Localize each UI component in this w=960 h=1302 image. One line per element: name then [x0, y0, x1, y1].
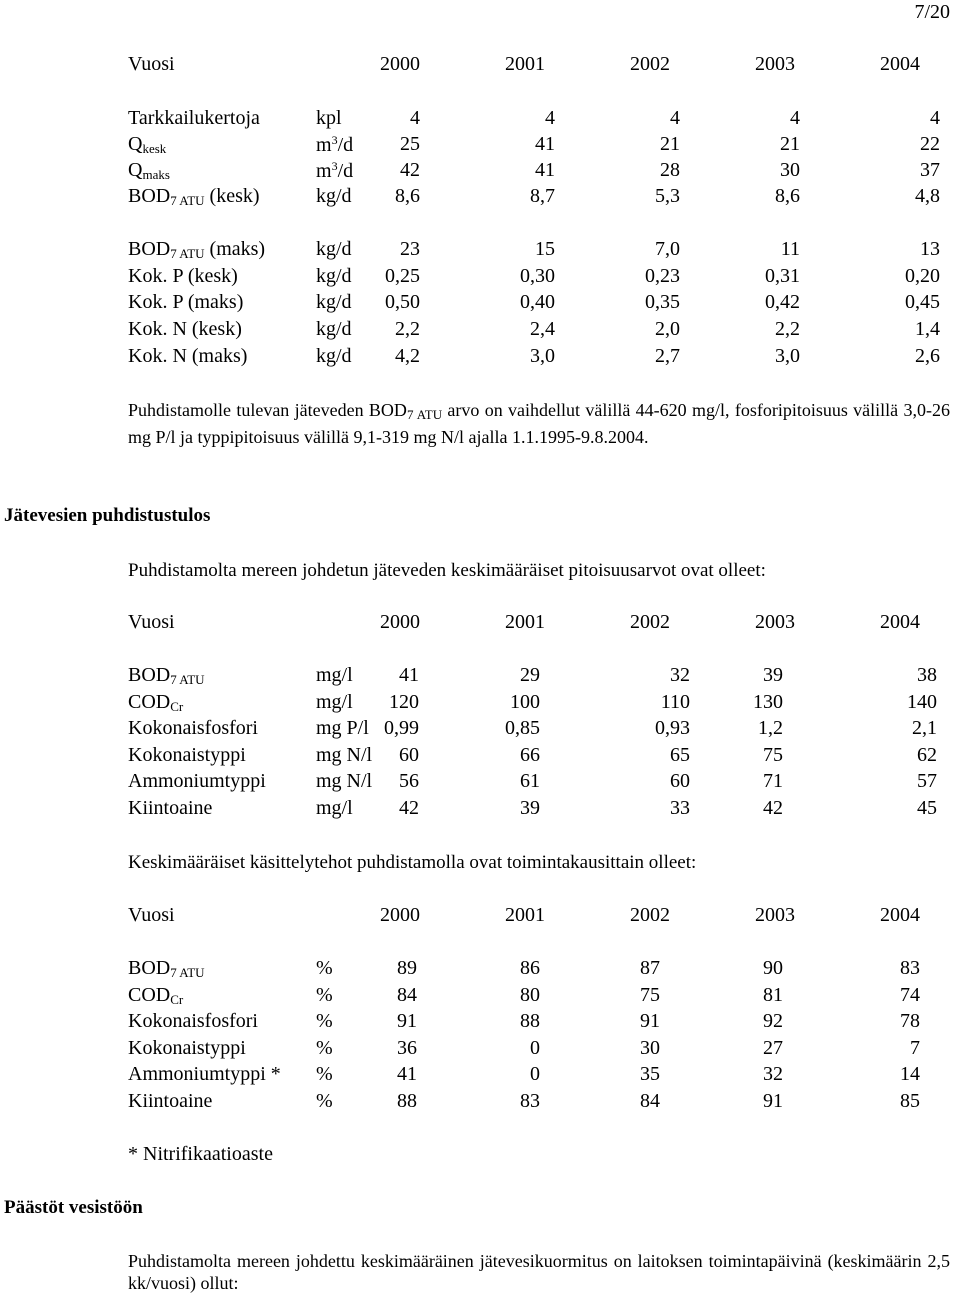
- table-header-year: 2002: [630, 53, 670, 75]
- row-unit: %: [316, 957, 333, 979]
- table-cell: 29: [520, 664, 540, 686]
- row-label-text: BOD: [128, 664, 171, 686]
- row-unit-text: m: [316, 160, 332, 182]
- row-label: [128, 771, 266, 791]
- row-unit-text: kg/d: [316, 265, 352, 287]
- table-header-year: 2003: [755, 611, 795, 633]
- table-cell: 2,2: [775, 318, 800, 340]
- row-label: [128, 319, 242, 339]
- table-cell: 84: [397, 984, 417, 1006]
- table-cell: 86: [520, 957, 540, 979]
- table-cell: 56: [399, 770, 419, 792]
- table-cell: 42: [400, 159, 420, 181]
- row-unit: mg/l: [316, 797, 353, 819]
- row-label-text: Kiintoaine: [128, 1090, 213, 1112]
- table-cell: 4: [670, 107, 680, 129]
- table-cell: 2,2: [395, 318, 420, 340]
- table-cell: 32: [670, 664, 690, 686]
- footnote: * Nitrifikaatioaste: [128, 1143, 273, 1165]
- row-label: [128, 160, 170, 181]
- row-label-suffix: (kesk): [204, 185, 260, 207]
- row-unit: %: [316, 1090, 333, 1112]
- table-cell: 3,0: [775, 345, 800, 367]
- row-label: [128, 665, 205, 686]
- table-cell: 5,3: [655, 185, 680, 207]
- row-label-text: Kok. N (kesk): [128, 318, 242, 340]
- row-unit-text: kg/d: [316, 318, 352, 340]
- table-header-year: 2001: [505, 611, 545, 633]
- row-unit: [316, 319, 352, 339]
- row-unit: mg N/l: [316, 770, 373, 792]
- row-unit-text: m: [316, 134, 332, 156]
- table-cell: 30: [780, 159, 800, 181]
- table-cell: 8,6: [775, 185, 800, 207]
- section-heading-puhdistustulos: Jätevesien puhdistustulos: [4, 505, 211, 526]
- table-cell: 88: [397, 1090, 417, 1112]
- row-label-text: Kok. N (maks): [128, 345, 248, 367]
- row-label: [128, 798, 212, 818]
- row-unit: mg/l: [316, 664, 353, 686]
- table-cell: 91: [763, 1090, 783, 1112]
- paragraph-load-intro: Puhdistamolta mereen johdettu keskimääräinen jätevesikuormitus on laitoksen toimintapäivinä (keskimäärin 2,5 kk/vuosi) ollut:: [128, 1251, 950, 1293]
- row-unit-text: kg/d: [316, 185, 352, 207]
- row-unit: [316, 266, 352, 286]
- table-cell: 83: [520, 1090, 540, 1112]
- table-cell: 2,7: [655, 345, 680, 367]
- table-cell: 4: [930, 107, 940, 129]
- row-label: [128, 1038, 246, 1058]
- table-cell: 62: [917, 744, 937, 766]
- table-cell: 60: [670, 770, 690, 792]
- row-label-text: Kokonaistyppi: [128, 1037, 246, 1059]
- table-cell: 90: [763, 957, 783, 979]
- table-cell: 28: [660, 159, 680, 181]
- row-label: [128, 239, 265, 260]
- table-header-year: 2002: [630, 611, 670, 633]
- table-cell: 140: [907, 691, 937, 713]
- table-cell: 30: [640, 1037, 660, 1059]
- table-cell: 0,40: [520, 291, 555, 313]
- table-header-year: 2003: [755, 53, 795, 75]
- row-label: [128, 958, 205, 979]
- row-label: [128, 108, 260, 128]
- table-cell: 39: [520, 797, 540, 819]
- table-cell: 130: [753, 691, 783, 713]
- table-cell: 41: [535, 159, 555, 181]
- row-label-text: Q: [128, 133, 143, 155]
- paragraph-concentrations-intro: Puhdistamolta mereen johdetun jäteveden keskimääräiset pitoisuusarvot ovat olleet:: [128, 560, 766, 581]
- table-cell: 21: [780, 133, 800, 155]
- table-cell: 84: [640, 1090, 660, 1112]
- row-label: [128, 134, 166, 155]
- table-cell: 4: [790, 107, 800, 129]
- table-cell: 85: [900, 1090, 920, 1112]
- table-cell: 0,23: [645, 265, 680, 287]
- row-unit-text: /d: [337, 160, 354, 182]
- table-cell: 92: [763, 1010, 783, 1032]
- table-header-year: 2000: [380, 904, 420, 926]
- row-label-text: BOD: [128, 957, 171, 979]
- row-label-text: Ammoniumtyppi *: [128, 1063, 281, 1085]
- row-label-text: Q: [128, 159, 143, 181]
- table-cell: 89: [397, 957, 417, 979]
- paragraph-influent-info: [128, 399, 950, 448]
- table-cell: 23: [400, 238, 420, 260]
- row-unit-superscript: 3: [331, 133, 338, 147]
- table-cell: 39: [763, 664, 783, 686]
- table-cell: 35: [640, 1063, 660, 1085]
- row-label: [128, 692, 183, 713]
- table-header-year: 2001: [505, 904, 545, 926]
- table-cell: 0,20: [905, 265, 940, 287]
- row-unit: [316, 134, 353, 155]
- table-cell: 80: [520, 984, 540, 1006]
- table-cell: 41: [397, 1063, 417, 1085]
- row-unit-text: kg/d: [316, 238, 352, 260]
- row-unit-superscript: 3: [331, 159, 338, 173]
- table-cell: 36: [397, 1037, 417, 1059]
- table-cell: 2,6: [915, 345, 940, 367]
- table-cell: 0,42: [765, 291, 800, 313]
- row-label-subscript: 7 ATU: [170, 193, 205, 208]
- table-header-year: 2004: [880, 53, 920, 75]
- row-label-subscript: 7 ATU: [170, 672, 205, 687]
- table-cell: 0,30: [520, 265, 555, 287]
- row-label: [128, 346, 247, 366]
- table-cell: 83: [900, 957, 920, 979]
- row-label: [128, 745, 246, 765]
- table-cell: 11: [780, 238, 800, 260]
- table-cell: 37: [920, 159, 940, 181]
- table-header-year: 2004: [880, 904, 920, 926]
- row-label: [128, 985, 183, 1006]
- paragraph-efficiency-intro: Keskimääräiset käsittelytehot puhdistamolla ovat toimintakausittain olleet:: [128, 852, 697, 873]
- row-unit: mg/l: [316, 691, 353, 713]
- table-cell: 14: [900, 1063, 920, 1085]
- row-unit-text: kg/d: [316, 291, 352, 313]
- row-label: [128, 1064, 281, 1084]
- row-label-text: Kokonaisfosfori: [128, 1010, 258, 1032]
- table-cell: 0,35: [645, 291, 680, 313]
- table-cell: 0,93: [655, 717, 690, 739]
- row-label-subscript: Cr: [170, 992, 184, 1007]
- table-cell: 27: [763, 1037, 783, 1059]
- table-cell: 2,0: [655, 318, 680, 340]
- table-cell: 0,31: [765, 265, 800, 287]
- paragraph-subscript: 7 ATU: [406, 407, 443, 422]
- table-cell: 0,85: [505, 717, 540, 739]
- table-cell: 13: [920, 238, 940, 260]
- row-label: [128, 186, 260, 207]
- table-cell: 41: [399, 664, 419, 686]
- table-cell: 38: [917, 664, 937, 686]
- table-cell: 88: [520, 1010, 540, 1032]
- table-cell: 81: [763, 984, 783, 1006]
- table-cell: 75: [763, 744, 783, 766]
- table-cell: 1,4: [915, 318, 940, 340]
- row-unit: [316, 186, 352, 206]
- row-unit-text: /d: [337, 134, 354, 156]
- row-label-subscript: kesk: [142, 141, 167, 156]
- table-cell: 0,50: [385, 291, 420, 313]
- row-label-text: COD: [128, 984, 171, 1006]
- table-cell: 3,0: [530, 345, 555, 367]
- page-number: 7/20: [914, 1, 950, 23]
- table-cell: 25: [400, 133, 420, 155]
- row-unit: [316, 292, 352, 312]
- table-cell: 74: [900, 984, 920, 1006]
- table-cell: 4,2: [395, 345, 420, 367]
- row-label-suffix: (maks): [204, 238, 266, 260]
- table-cell: 60: [399, 744, 419, 766]
- table-cell: 78: [900, 1010, 920, 1032]
- row-label-subscript: maks: [142, 167, 170, 182]
- row-label-text: COD: [128, 691, 171, 713]
- row-label-text: Kiintoaine: [128, 797, 213, 819]
- row-label: [128, 266, 238, 286]
- table-cell: 41: [535, 133, 555, 155]
- table-cell: 7: [910, 1037, 920, 1059]
- table-cell: 21: [660, 133, 680, 155]
- table-cell: 100: [510, 691, 540, 713]
- table-cell: 4: [545, 107, 555, 129]
- table-cell: 1,2: [758, 717, 783, 739]
- table-header-year: 2001: [505, 53, 545, 75]
- row-unit: %: [316, 1037, 333, 1059]
- row-unit-text: kg/d: [316, 345, 352, 367]
- table-cell: 66: [520, 744, 540, 766]
- table-cell: 42: [763, 797, 783, 819]
- row-unit: %: [316, 1063, 333, 1085]
- row-unit-text: kpl: [316, 107, 342, 129]
- table-cell: 15: [535, 238, 555, 260]
- table-cell: 0: [530, 1037, 540, 1059]
- table-cell: 4: [410, 107, 420, 129]
- table-cell: 120: [389, 691, 419, 713]
- table-cell: 61: [520, 770, 540, 792]
- table-header-year: 2000: [380, 53, 420, 75]
- row-label-text: Kok. P (maks): [128, 291, 244, 313]
- table-cell: 2,1: [912, 717, 937, 739]
- row-unit: %: [316, 1010, 333, 1032]
- table-cell: 8,6: [395, 185, 420, 207]
- row-unit: mg N/l: [316, 744, 373, 766]
- section-heading-paastot: Päästöt vesistöön: [4, 1197, 143, 1218]
- table-cell: 0,99: [384, 717, 419, 739]
- table-cell: 0: [530, 1063, 540, 1085]
- table-cell: 0,25: [385, 265, 420, 287]
- row-label-subscript: 7 ATU: [170, 246, 205, 261]
- row-label-text: BOD: [128, 185, 171, 207]
- row-label-text: Ammoniumtyppi: [128, 770, 266, 792]
- table-cell: 7,0: [655, 238, 680, 260]
- table-cell: 2,4: [530, 318, 555, 340]
- table-header-label: Vuosi: [128, 53, 175, 75]
- table-header-year: 2004: [880, 611, 920, 633]
- table-cell: 75: [640, 984, 660, 1006]
- row-label-text: Kokonaistyppi: [128, 744, 246, 766]
- table-cell: 22: [920, 133, 940, 155]
- row-unit: [316, 346, 352, 366]
- row-label-subscript: 7 ATU: [170, 965, 205, 980]
- table-cell: 87: [640, 957, 660, 979]
- table-cell: 65: [670, 744, 690, 766]
- table-cell: 32: [763, 1063, 783, 1085]
- row-label-text: Tarkkailukertoja: [128, 107, 260, 129]
- row-unit: %: [316, 984, 333, 1006]
- row-label: [128, 1091, 212, 1111]
- table-cell: 45: [917, 797, 937, 819]
- row-label: [128, 718, 258, 738]
- table-header-year: 2003: [755, 904, 795, 926]
- paragraph-text: arvo on vaihdellut välillä 44-620 mg/l, fosforipitoisuus välillä 3,0-26 mg P/l ja typpipitoisuus välillä 9,1-319 mg N/l ajalla 1.1.1995-9.8.2004.: [128, 400, 950, 447]
- row-label: [128, 1011, 258, 1031]
- row-label-text: BOD: [128, 238, 171, 260]
- table-cell: 8,7: [530, 185, 555, 207]
- table-cell: 110: [660, 691, 690, 713]
- table-header-label: Vuosi: [128, 904, 175, 926]
- table-cell: 33: [670, 797, 690, 819]
- row-unit: [316, 239, 352, 259]
- row-unit: [316, 160, 353, 181]
- table-header-label: Vuosi: [128, 611, 175, 633]
- paragraph-text: Puhdistamolle tulevan jäteveden BOD: [128, 400, 407, 420]
- row-label-text: Kok. P (kesk): [128, 265, 238, 287]
- table-header-year: 2002: [630, 904, 670, 926]
- table-header-year: 2000: [380, 611, 420, 633]
- table-cell: 4,8: [915, 185, 940, 207]
- table-cell: 91: [640, 1010, 660, 1032]
- row-label: [128, 292, 243, 312]
- table-cell: 0,45: [905, 291, 940, 313]
- row-unit: [316, 108, 342, 128]
- table-cell: 71: [763, 770, 783, 792]
- row-label-subscript: Cr: [170, 699, 184, 714]
- table-cell: 91: [397, 1010, 417, 1032]
- table-cell: 57: [917, 770, 937, 792]
- row-label-text: Kokonaisfosfori: [128, 717, 258, 739]
- table-cell: 42: [399, 797, 419, 819]
- row-unit: mg P/l: [316, 717, 369, 739]
